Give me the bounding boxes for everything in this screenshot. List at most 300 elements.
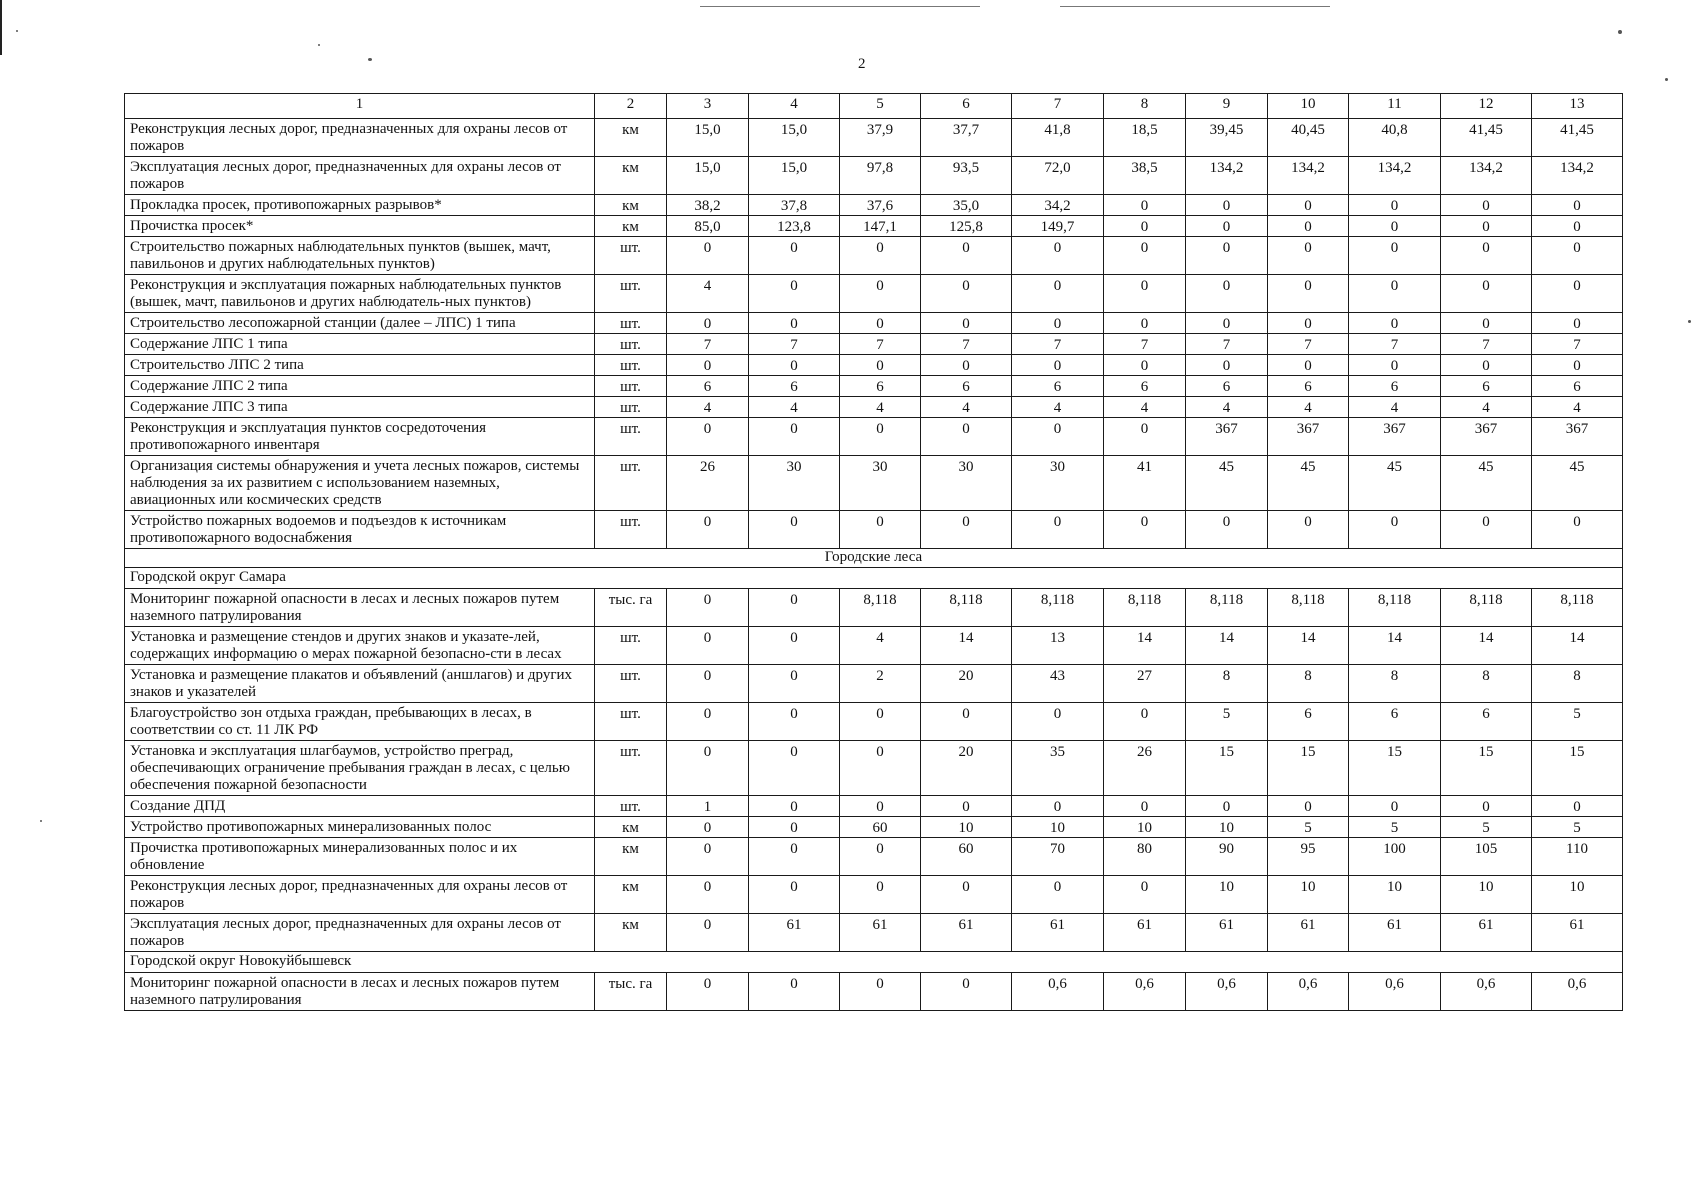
value-cell: 4 (1012, 397, 1104, 418)
value-cell: 0 (1104, 275, 1186, 313)
value-cell: 0,6 (1441, 973, 1532, 1011)
value-cell: 7 (1104, 334, 1186, 355)
value-cell: 4 (749, 397, 840, 418)
value-cell: 0 (1349, 237, 1441, 275)
unit-cell: км (595, 876, 667, 914)
value-cell: 0 (1532, 216, 1623, 237)
value-cell: 0 (749, 275, 840, 313)
value-cell: 0 (921, 973, 1012, 1011)
table-row (125, 376, 1623, 397)
value-cell: 0 (1012, 275, 1104, 313)
measure-name-cell: Благоустройство зон отдыха граждан, пребывающих в лесах, в соответствии со ст. 11 ЛК РФ (125, 703, 595, 741)
value-cell: 6 (1349, 703, 1441, 741)
value-cell: 0 (749, 876, 840, 914)
unit-cell: шт. (595, 275, 667, 313)
value-cell: 0 (749, 237, 840, 275)
value-cell: 15 (1349, 741, 1441, 796)
value-cell: 7 (1441, 334, 1532, 355)
measure-name-cell: Содержание ЛПС 2 типа (125, 376, 595, 397)
value-cell: 15 (1268, 741, 1349, 796)
value-cell: 15 (1441, 741, 1532, 796)
value-cell: 134,2 (1349, 157, 1441, 195)
value-cell: 4 (840, 397, 921, 418)
value-cell: 61 (749, 914, 840, 952)
table-row (125, 589, 1623, 627)
value-cell: 37,6 (840, 195, 921, 216)
forest-fire-measures-table (124, 93, 1622, 1011)
table-row (125, 119, 1623, 157)
value-cell: 0 (1532, 237, 1623, 275)
value-cell: 8,118 (1268, 589, 1349, 627)
table-row (125, 334, 1623, 355)
unit-cell: шт. (595, 237, 667, 275)
value-cell: 72,0 (1012, 157, 1104, 195)
value-cell: 8 (1441, 665, 1532, 703)
value-cell: 0 (749, 817, 840, 838)
value-cell: 0 (667, 703, 749, 741)
value-cell: 0 (749, 973, 840, 1011)
value-cell: 45 (1441, 456, 1532, 511)
value-cell: 0 (667, 914, 749, 952)
value-cell: 0 (840, 275, 921, 313)
measure-name-cell: Прочистка противопожарных минерализованных полос и их обновление (125, 838, 595, 876)
value-cell: 35,0 (921, 195, 1012, 216)
column-header: 9 (1186, 94, 1268, 119)
unit-cell: шт. (595, 334, 667, 355)
value-cell: 0 (667, 355, 749, 376)
value-cell: 0 (840, 741, 921, 796)
value-cell: 10 (1268, 876, 1349, 914)
value-cell: 35 (1012, 741, 1104, 796)
value-cell: 0 (1532, 511, 1623, 549)
value-cell: 0 (1268, 216, 1349, 237)
unit-cell: км (595, 119, 667, 157)
value-cell: 4 (921, 397, 1012, 418)
value-cell: 38,5 (1104, 157, 1186, 195)
table-row (125, 418, 1623, 456)
value-cell: 0 (1441, 355, 1532, 376)
measure-name-cell: Установка и размещение стендов и других знаков и указате-лей, содержащих информацию о мерах пожарной безопасно-сти в лесах (125, 627, 595, 665)
value-cell: 34,2 (1012, 195, 1104, 216)
value-cell: 14 (1186, 627, 1268, 665)
value-cell: 147,1 (840, 216, 921, 237)
value-cell: 7 (921, 334, 1012, 355)
measure-name-cell: Реконструкция лесных дорог, предназначенных для охраны лесов от пожаров (125, 876, 595, 914)
value-cell: 0,6 (1349, 973, 1441, 1011)
value-cell: 0 (1349, 216, 1441, 237)
value-cell: 40,8 (1349, 119, 1441, 157)
value-cell: 0 (667, 838, 749, 876)
value-cell: 134,2 (1268, 157, 1349, 195)
unit-cell: км (595, 195, 667, 216)
value-cell: 39,45 (1186, 119, 1268, 157)
district-header-row (125, 952, 1623, 973)
value-cell: 61 (840, 914, 921, 952)
value-cell: 8,118 (1532, 589, 1623, 627)
value-cell: 2 (840, 665, 921, 703)
value-cell: 0 (1532, 355, 1623, 376)
unit-cell: км (595, 838, 667, 876)
measure-name-cell: Установка и размещение плакатов и объявлений (аншлагов) и других знаков и указателей (125, 665, 595, 703)
value-cell: 6 (667, 376, 749, 397)
value-cell: 6 (1441, 376, 1532, 397)
value-cell: 0 (840, 973, 921, 1011)
value-cell: 93,5 (921, 157, 1012, 195)
measure-name-cell: Строительство ЛПС 2 типа (125, 355, 595, 376)
value-cell: 4 (1441, 397, 1532, 418)
value-cell: 0 (1012, 703, 1104, 741)
value-cell: 15 (1532, 741, 1623, 796)
value-cell: 0 (1186, 511, 1268, 549)
value-cell: 0 (749, 627, 840, 665)
value-cell: 134,2 (1441, 157, 1532, 195)
value-cell: 0 (1268, 355, 1349, 376)
value-cell: 0 (1268, 511, 1349, 549)
value-cell: 0 (840, 355, 921, 376)
value-cell: 5 (1532, 817, 1623, 838)
value-cell: 15,0 (749, 157, 840, 195)
value-cell: 60 (840, 817, 921, 838)
value-cell: 7 (667, 334, 749, 355)
value-cell: 6 (921, 376, 1012, 397)
value-cell: 0 (840, 876, 921, 914)
unit-cell: км (595, 817, 667, 838)
value-cell: 0 (667, 973, 749, 1011)
value-cell: 0 (840, 418, 921, 456)
value-cell: 0 (667, 313, 749, 334)
value-cell: 0 (1186, 216, 1268, 237)
value-cell: 14 (1441, 627, 1532, 665)
value-cell: 0,6 (1268, 973, 1349, 1011)
value-cell: 0 (1268, 237, 1349, 275)
value-cell: 0 (749, 355, 840, 376)
district-header-row (125, 568, 1623, 589)
measure-name-cell: Эксплуатация лесных дорог, предназначенных для охраны лесов от пожаров (125, 914, 595, 952)
value-cell: 5 (1349, 817, 1441, 838)
table-row (125, 456, 1623, 511)
unit-cell: шт. (595, 418, 667, 456)
table-row (125, 838, 1623, 876)
value-cell: 26 (667, 456, 749, 511)
unit-cell: тыс. га (595, 589, 667, 627)
value-cell: 45 (1186, 456, 1268, 511)
unit-cell: шт. (595, 703, 667, 741)
value-cell: 30 (1012, 456, 1104, 511)
table-row (125, 216, 1623, 237)
value-cell: 15,0 (667, 157, 749, 195)
value-cell: 0 (840, 796, 921, 817)
value-cell: 8,118 (1186, 589, 1268, 627)
column-header: 12 (1441, 94, 1532, 119)
value-cell: 8 (1186, 665, 1268, 703)
value-cell: 15 (1186, 741, 1268, 796)
value-cell: 0 (1012, 313, 1104, 334)
unit-cell: шт. (595, 796, 667, 817)
value-cell: 7 (1268, 334, 1349, 355)
value-cell: 0 (1104, 195, 1186, 216)
value-cell: 7 (1532, 334, 1623, 355)
value-cell: 0 (840, 838, 921, 876)
value-cell: 0 (1186, 237, 1268, 275)
value-cell: 0 (667, 876, 749, 914)
value-cell: 105 (1441, 838, 1532, 876)
value-cell: 0 (749, 665, 840, 703)
value-cell: 1 (667, 796, 749, 817)
value-cell: 0 (1104, 511, 1186, 549)
value-cell: 20 (921, 665, 1012, 703)
column-header: 1 (125, 94, 595, 119)
table-row (125, 397, 1623, 418)
value-cell: 0 (1104, 237, 1186, 275)
value-cell: 0 (1012, 355, 1104, 376)
value-cell: 8,118 (1349, 589, 1441, 627)
value-cell: 8,118 (1012, 589, 1104, 627)
value-cell: 4 (1349, 397, 1441, 418)
measure-name-cell: Строительство пожарных наблюдательных пунктов (вышек, мачт, павильонов и других наблюдательных пунктов) (125, 237, 595, 275)
value-cell: 45 (1349, 456, 1441, 511)
measure-name-cell: Реконструкция и эксплуатация пожарных наблюдательных пунктов (вышек, мачт, павильонов и других наблюдатель-ных пунктов) (125, 275, 595, 313)
value-cell: 8,118 (921, 589, 1012, 627)
value-cell: 367 (1532, 418, 1623, 456)
value-cell: 0 (667, 627, 749, 665)
value-cell: 20 (921, 741, 1012, 796)
value-cell: 7 (1186, 334, 1268, 355)
value-cell: 0 (1186, 313, 1268, 334)
value-cell: 7 (749, 334, 840, 355)
section-header-row (125, 549, 1623, 568)
value-cell: 90 (1186, 838, 1268, 876)
value-cell: 43 (1012, 665, 1104, 703)
value-cell: 30 (749, 456, 840, 511)
value-cell: 14 (1268, 627, 1349, 665)
value-cell: 8 (1268, 665, 1349, 703)
value-cell: 0 (1012, 876, 1104, 914)
value-cell: 0 (1012, 418, 1104, 456)
value-cell: 18,5 (1104, 119, 1186, 157)
table-row (125, 195, 1623, 216)
value-cell: 0 (1104, 313, 1186, 334)
value-cell: 0 (1532, 275, 1623, 313)
value-cell: 0 (921, 703, 1012, 741)
value-cell: 6 (1441, 703, 1532, 741)
column-header: 13 (1532, 94, 1623, 119)
measure-name-cell: Организация системы обнаружения и учета лесных пожаров, системы наблюдения за их развитием с использованием наземных, авиационных или космических средств (125, 456, 595, 511)
unit-cell: шт. (595, 511, 667, 549)
value-cell: 7 (840, 334, 921, 355)
table-row (125, 817, 1623, 838)
value-cell: 5 (1441, 817, 1532, 838)
value-cell: 100 (1349, 838, 1441, 876)
value-cell: 0 (1532, 313, 1623, 334)
value-cell: 7 (1012, 334, 1104, 355)
value-cell: 6 (1104, 376, 1186, 397)
value-cell: 0 (1441, 237, 1532, 275)
value-cell: 0 (667, 418, 749, 456)
value-cell: 45 (1268, 456, 1349, 511)
table-row (125, 275, 1623, 313)
value-cell: 0 (667, 817, 749, 838)
district-title: Городской округ Самара (125, 568, 1623, 589)
value-cell: 0 (1104, 876, 1186, 914)
value-cell: 0 (1349, 796, 1441, 817)
column-header: 2 (595, 94, 667, 119)
table-body (125, 119, 1623, 1011)
value-cell: 6 (749, 376, 840, 397)
unit-cell: шт. (595, 355, 667, 376)
value-cell: 0 (749, 313, 840, 334)
value-cell: 367 (1349, 418, 1441, 456)
value-cell: 41 (1104, 456, 1186, 511)
column-header: 4 (749, 94, 840, 119)
value-cell: 61 (1012, 914, 1104, 952)
value-cell: 30 (840, 456, 921, 511)
value-cell: 0 (749, 418, 840, 456)
value-cell: 0 (667, 237, 749, 275)
value-cell: 15,0 (667, 119, 749, 157)
value-cell: 367 (1441, 418, 1532, 456)
unit-cell: шт. (595, 665, 667, 703)
measure-name-cell: Устройство пожарных водоемов и подъездов к источникам противопожарного водоснабжения (125, 511, 595, 549)
value-cell: 37,9 (840, 119, 921, 157)
table-row (125, 511, 1623, 549)
value-cell: 0 (921, 796, 1012, 817)
value-cell: 0 (840, 313, 921, 334)
unit-cell: тыс. га (595, 973, 667, 1011)
unit-cell: км (595, 914, 667, 952)
table-row (125, 914, 1623, 952)
value-cell: 0 (749, 589, 840, 627)
value-cell: 61 (921, 914, 1012, 952)
value-cell: 10 (1532, 876, 1623, 914)
unit-cell: шт. (595, 313, 667, 334)
value-cell: 0 (1441, 216, 1532, 237)
value-cell: 30 (921, 456, 1012, 511)
value-cell: 14 (921, 627, 1012, 665)
value-cell: 4 (1104, 397, 1186, 418)
value-cell: 0 (921, 511, 1012, 549)
value-cell: 41,8 (1012, 119, 1104, 157)
value-cell: 0 (667, 589, 749, 627)
value-cell: 10 (1186, 817, 1268, 838)
measure-name-cell: Устройство противопожарных минерализованных полос (125, 817, 595, 838)
value-cell: 37,7 (921, 119, 1012, 157)
value-cell: 6 (840, 376, 921, 397)
value-cell: 0 (1441, 275, 1532, 313)
unit-cell: шт. (595, 456, 667, 511)
measure-name-cell: Содержание ЛПС 1 типа (125, 334, 595, 355)
value-cell: 0 (840, 237, 921, 275)
column-header: 3 (667, 94, 749, 119)
value-cell: 0 (1186, 355, 1268, 376)
value-cell: 45 (1532, 456, 1623, 511)
page-number: 2 (858, 56, 866, 72)
value-cell: 0 (1349, 275, 1441, 313)
value-cell: 40,45 (1268, 119, 1349, 157)
measure-name-cell: Мониторинг пожарной опасности в лесах и лесных пожаров путем наземного патрулирования (125, 973, 595, 1011)
value-cell: 41,45 (1532, 119, 1623, 157)
value-cell: 0 (921, 313, 1012, 334)
value-cell: 134,2 (1532, 157, 1623, 195)
value-cell: 0 (1441, 511, 1532, 549)
measure-name-cell: Реконструкция и эксплуатация пунктов сосредоточения противопожарного инвентаря (125, 418, 595, 456)
value-cell: 0 (667, 741, 749, 796)
value-cell: 95 (1268, 838, 1349, 876)
value-cell: 60 (921, 838, 1012, 876)
value-cell: 0 (1532, 195, 1623, 216)
column-number-header (125, 94, 1623, 119)
value-cell: 0 (749, 703, 840, 741)
value-cell: 0 (1104, 355, 1186, 376)
value-cell: 10 (1349, 876, 1441, 914)
value-cell: 8,118 (840, 589, 921, 627)
value-cell: 0 (1441, 796, 1532, 817)
unit-cell: шт. (595, 627, 667, 665)
value-cell: 0 (1268, 195, 1349, 216)
scan-edge-mark (0, 0, 2, 55)
unit-cell: км (595, 216, 667, 237)
value-cell: 97,8 (840, 157, 921, 195)
table-row (125, 703, 1623, 741)
district-title: Городской округ Новокуйбышевск (125, 952, 1623, 973)
value-cell: 26 (1104, 741, 1186, 796)
value-cell: 0 (1349, 511, 1441, 549)
measure-name-cell: Содержание ЛПС 3 типа (125, 397, 595, 418)
value-cell: 14 (1532, 627, 1623, 665)
value-cell: 0 (1104, 418, 1186, 456)
value-cell: 10 (1186, 876, 1268, 914)
value-cell: 0 (749, 741, 840, 796)
value-cell: 4 (840, 627, 921, 665)
value-cell: 8 (1349, 665, 1441, 703)
value-cell: 0 (840, 511, 921, 549)
value-cell: 0 (1012, 237, 1104, 275)
value-cell: 0 (749, 838, 840, 876)
value-cell: 123,8 (749, 216, 840, 237)
measure-name-cell: Строительство лесопожарной станции (далее – ЛПС) 1 типа (125, 313, 595, 334)
unit-cell: шт. (595, 741, 667, 796)
value-cell: 61 (1349, 914, 1441, 952)
value-cell: 0 (1186, 275, 1268, 313)
measure-name-cell: Установка и эксплуатация шлагбаумов, устройство преград, обеспечивающих ограничение пребывания граждан в лесах, с целью обеспечения пожарной безопасности (125, 741, 595, 796)
value-cell: 6 (1532, 376, 1623, 397)
value-cell: 70 (1012, 838, 1104, 876)
value-cell: 0 (1532, 796, 1623, 817)
value-cell: 0 (921, 418, 1012, 456)
value-cell: 6 (1186, 376, 1268, 397)
value-cell: 10 (1441, 876, 1532, 914)
value-cell: 0 (1349, 355, 1441, 376)
table-row (125, 876, 1623, 914)
value-cell: 14 (1104, 627, 1186, 665)
table-row (125, 973, 1623, 1011)
table-row (125, 355, 1623, 376)
table-row (125, 313, 1623, 334)
value-cell: 8 (1532, 665, 1623, 703)
value-cell: 0 (921, 275, 1012, 313)
unit-cell: шт. (595, 397, 667, 418)
value-cell: 110 (1532, 838, 1623, 876)
value-cell: 0 (749, 796, 840, 817)
value-cell: 10 (921, 817, 1012, 838)
table-row (125, 741, 1623, 796)
value-cell: 0 (749, 511, 840, 549)
table-row (125, 627, 1623, 665)
measure-name-cell: Прочистка просек* (125, 216, 595, 237)
value-cell: 4 (1186, 397, 1268, 418)
value-cell: 6 (1268, 703, 1349, 741)
value-cell: 0 (1104, 703, 1186, 741)
unit-cell: км (595, 157, 667, 195)
